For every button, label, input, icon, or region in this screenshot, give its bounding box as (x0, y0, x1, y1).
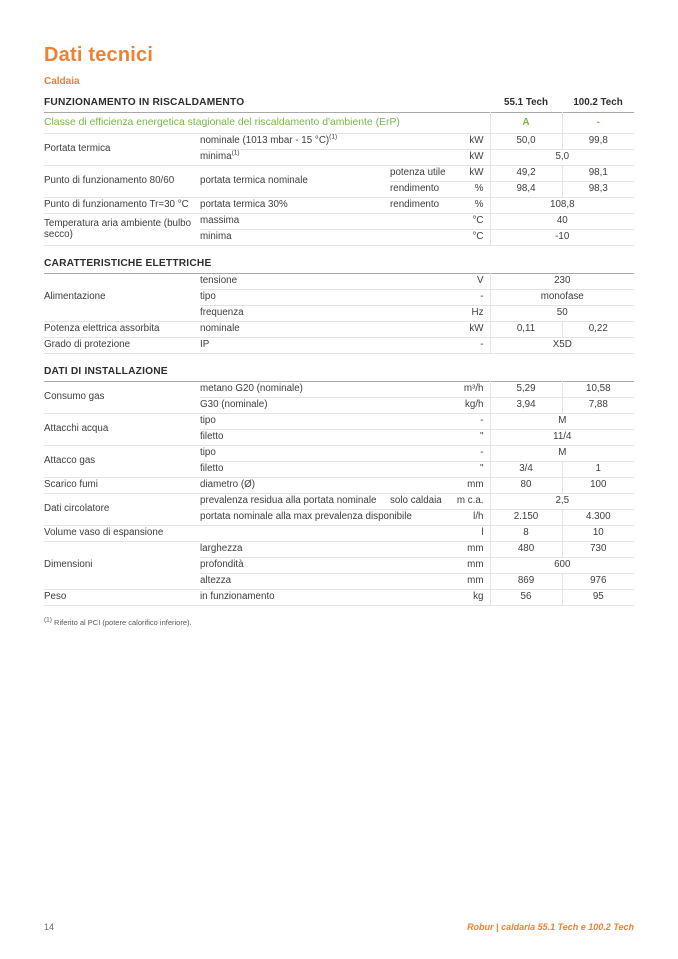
value-cell: 10 (562, 526, 634, 542)
group-label-cell: Attacco gas (44, 455, 96, 467)
footnote-marker: (1) (44, 616, 52, 624)
value-cell: 976 (562, 574, 634, 590)
table-row (44, 338, 634, 354)
group-label-cell: Potenza elettrica assorbita (44, 323, 160, 335)
value-cell: 5,29 (490, 382, 562, 398)
table-row (44, 134, 634, 150)
value-cell: 98,1 (562, 166, 634, 182)
document-reference: Robur | caldaria 55.1 Tech e 100.2 Tech (467, 922, 634, 932)
group-label-cell: Dati circolatore (44, 503, 110, 515)
table-funzionamento-riscaldamento (44, 94, 634, 246)
value-cell: -10 (490, 230, 634, 246)
group-label-cell: Volume vaso di espansione (44, 527, 164, 539)
unit-cell: - (480, 339, 484, 351)
value-cell: 50 (490, 306, 634, 322)
unit-cell: mm (467, 575, 484, 587)
label-cell: prevalenza residua alla portata nominale (200, 495, 377, 507)
table-row (44, 526, 634, 542)
value-cell: 11/4 (490, 430, 634, 446)
value-cell: M (490, 414, 634, 430)
value-cell: 3/4 (490, 462, 562, 478)
label-cell: massima (200, 215, 240, 227)
page-subtitle: Caldaia (44, 76, 80, 87)
section-header-row (44, 363, 634, 382)
label-cell: in funzionamento (200, 591, 275, 603)
unit-cell: - (480, 291, 484, 303)
unit-cell: l/h (473, 511, 484, 523)
table-row (44, 446, 634, 462)
value-cell: - (562, 113, 634, 134)
group-label-cell: Scarico fumi (44, 479, 98, 491)
footnote-text: Riferito al PCI (potere calorifico inferiore). (51, 618, 192, 627)
table-caratteristiche-elettriche (44, 255, 634, 354)
label-cell: G30 (nominale) (200, 399, 268, 411)
label-cell: metano G20 (nominale) (200, 383, 303, 395)
label-cell: filetto (200, 463, 224, 475)
table-row (44, 198, 634, 214)
label-cell: IP (200, 339, 210, 351)
value-cell: monofase (490, 290, 634, 306)
table-dati-installazione (44, 363, 634, 606)
table-row (44, 414, 634, 430)
unit-cell: kg (473, 591, 484, 603)
value-cell: 49,2 (490, 166, 562, 182)
erp-label-cell: Classe di efficienza energetica stagionale del riscaldamento d'ambiente (ErP) (44, 117, 400, 129)
label-cell: minima (200, 231, 232, 243)
label-cell: tipo (200, 447, 216, 459)
value-cell: 10,58 (562, 382, 634, 398)
value-cell: 2,5 (490, 494, 634, 510)
value-cell: 40 (490, 214, 634, 230)
group-label-cell: Consumo gas (44, 391, 105, 403)
section-header-row (44, 255, 634, 274)
value-cell: 56 (490, 590, 562, 606)
group-label-cell: Attacchi acqua (44, 423, 109, 435)
label-cell: altezza (200, 575, 232, 587)
table-row (44, 590, 634, 606)
label-cell: portata nominale alla max prevalenza disponibile (200, 511, 412, 523)
label-cell: tipo (200, 415, 216, 427)
group-label-cell: Punto di funzionamento Tr=30 °C (44, 199, 189, 211)
label-cell: profondità (200, 559, 244, 571)
value-cell: 98,4 (490, 182, 562, 198)
value-cell: 0,22 (562, 322, 634, 338)
value-cell: M (490, 446, 634, 462)
sublabel-cell: potenza utile (390, 167, 446, 179)
value-cell: 100 (562, 478, 634, 494)
unit-cell: l (481, 527, 484, 539)
label-cell: diametro (Ø) (200, 479, 255, 491)
label-cell: portata termica nominale (200, 175, 308, 187)
label-text: nominale (1013 mbar - 15 °C) (200, 135, 330, 147)
table-row (44, 382, 634, 398)
unit-cell: % (474, 199, 484, 211)
unit-cell: kg/h (464, 399, 484, 411)
unit-cell: " (480, 431, 484, 443)
value-cell: 80 (490, 478, 562, 494)
table-row (44, 274, 634, 290)
label-cell: larghezza (200, 543, 243, 555)
unit-cell: m c.a. (456, 495, 484, 507)
unit-cell: V (476, 275, 484, 287)
value-cell: X5D (490, 338, 634, 354)
group-label-cell: Grado di protezione (44, 339, 131, 351)
section-title: DATI DI INSTALLAZIONE (44, 366, 168, 377)
table-row (44, 494, 634, 510)
value-cell: A (490, 113, 562, 134)
page-number: 14 (44, 922, 55, 932)
value-cell: 2.150 (490, 510, 562, 526)
value-cell: 730 (562, 542, 634, 558)
group-label-cell: Portata termica (44, 143, 111, 155)
unit-cell: % (474, 183, 484, 195)
page-title: Dati tecnici (44, 44, 154, 66)
section-title: FUNZIONAMENTO IN RISCALDAMENTO (44, 97, 245, 108)
label-text: minima (200, 151, 232, 163)
value-cell: 869 (490, 574, 562, 590)
value-cell: 8 (490, 526, 562, 542)
unit-cell: kW (469, 167, 484, 179)
group-label-cell: Alimentazione (44, 291, 106, 303)
footnote-marker: (1) (231, 149, 240, 157)
column-header-model-2: 100.2 Tech (573, 97, 623, 108)
unit-cell: °C (472, 231, 484, 243)
unit-cell: " (480, 463, 484, 475)
sublabel-cell: rendimento (390, 183, 440, 195)
group-label-cell: Dimensioni (44, 559, 93, 571)
value-cell: 5,0 (490, 150, 634, 166)
label-cell: portata termica 30% (200, 199, 288, 211)
unit-cell: kW (469, 323, 484, 335)
value-cell: 1 (562, 462, 634, 478)
label-cell: tensione (200, 275, 238, 287)
unit-cell: - (480, 415, 484, 427)
label-cell: nominale (200, 323, 240, 335)
footnote (44, 618, 634, 627)
value-cell: 3,94 (490, 398, 562, 414)
value-cell: 95 (562, 590, 634, 606)
table-row (44, 166, 634, 182)
value-cell: 108,8 (490, 198, 634, 214)
group-label-cell: Peso (44, 591, 67, 603)
unit-cell: mm (467, 479, 484, 491)
unit-cell: - (480, 447, 484, 459)
sublabel-cell: solo caldaia (390, 495, 442, 507)
unit-cell: m³/h (463, 383, 484, 395)
label-cell: frequenza (200, 307, 244, 319)
value-cell: 50,0 (490, 134, 562, 150)
section-title: CARATTERISTICHE ELETTRICHE (44, 258, 212, 269)
value-cell: 4.300 (562, 510, 634, 526)
table-row (44, 542, 634, 558)
unit-cell: mm (467, 559, 484, 571)
page-footer (44, 922, 634, 932)
value-cell: 600 (490, 558, 634, 574)
group-label-cell: Punto di funzionamento 80/60 (44, 175, 175, 187)
value-cell: 98,3 (562, 182, 634, 198)
label-cell (200, 150, 455, 166)
sublabel-cell: rendimento (390, 199, 440, 211)
unit-cell: mm (467, 543, 484, 555)
value-cell: 480 (490, 542, 562, 558)
table-row (44, 214, 634, 230)
value-cell: 0,11 (490, 322, 562, 338)
unit-cell: °C (472, 215, 484, 227)
value-cell: 230 (490, 274, 634, 290)
unit-cell: kW (469, 151, 484, 163)
label-cell: tipo (200, 291, 216, 303)
unit-cell: kW (469, 135, 484, 147)
footnote-marker: (1) (329, 133, 338, 141)
unit-cell: Hz (471, 307, 484, 319)
column-header-model-1: 55.1 Tech (504, 97, 548, 108)
label-cell: filetto (200, 431, 224, 443)
table-row (44, 478, 634, 494)
group-label-cell: Temperatura aria ambiente (bulbo secco) (44, 217, 192, 240)
label-cell (200, 134, 455, 150)
value-cell: 7,88 (562, 398, 634, 414)
erp-class-row (44, 113, 634, 134)
section-header-row (44, 94, 634, 113)
value-cell: 99,8 (562, 134, 634, 150)
table-row (44, 322, 634, 338)
